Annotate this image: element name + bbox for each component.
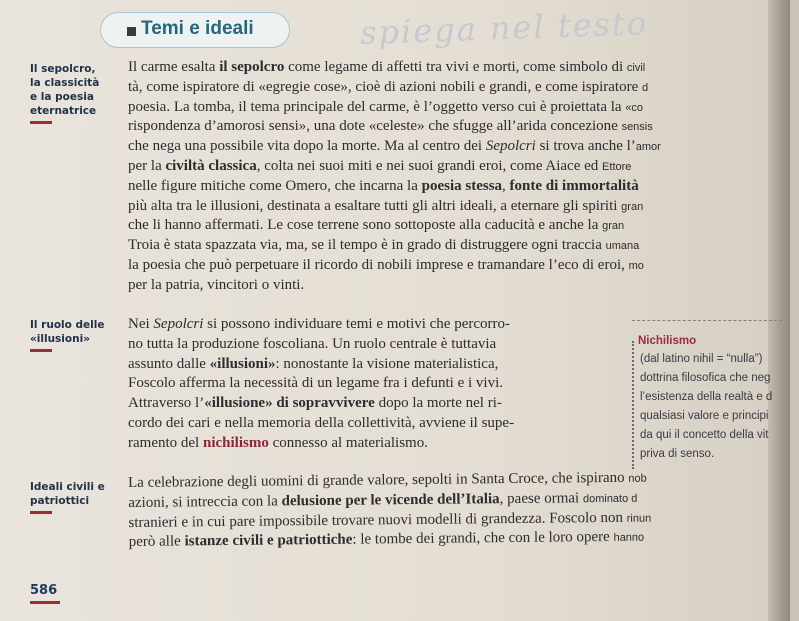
text-line: [128, 117, 661, 137]
margin-note-line: Il sepolcro,: [30, 63, 96, 75]
text-line: [128, 98, 661, 118]
glossary-line: dottrina filosofica che neg: [640, 372, 771, 384]
highlighted-term: nichilismo: [202, 434, 269, 451]
truncated-word: gran: [602, 220, 625, 233]
truncated-word: mo: [628, 259, 644, 272]
text-line: [128, 355, 514, 375]
text-run: poesia. La tomba, il tema principale del carme, è l’oggetto verso cui è proiettata la: [128, 98, 626, 115]
bold-text: civiltà classica: [165, 157, 257, 174]
truncated-word: hanno: [613, 531, 645, 545]
glossary-box-nichilismo: [632, 320, 782, 468]
text-line: [128, 216, 661, 236]
text-run: La celebrazione degli uomini di grande valore, sepolti in Santa Croce, che ispirano: [128, 469, 629, 491]
margin-note-line: eternatrice: [30, 105, 97, 117]
bold-text: delusione per le vicende dell’Italia: [281, 490, 500, 510]
paragraph-sepolcro: [128, 58, 661, 296]
bold-text: istanze civili e patriottiche: [184, 532, 353, 550]
margin-note-ideali: [30, 480, 105, 514]
text-run: Il carme esalta: [128, 59, 220, 75]
margin-note-rule: [30, 349, 52, 352]
text-run: cordo dei cari e nella memoria della collettività, avviene il supe-: [128, 414, 515, 431]
section-title: Temi e ideali: [141, 18, 254, 39]
glossary-line: l’esistenza della realtà e d: [640, 391, 773, 403]
text-run: Foscolo afferma la necessità di un legame fra i defunti e i vivi.: [128, 375, 504, 392]
truncated-word: d: [641, 81, 649, 94]
glossary-dotted-rule: [632, 341, 634, 469]
bold-text: «illusioni»: [209, 355, 276, 372]
text-line: [128, 276, 661, 296]
text-run: rispondenza d’amorosi sensi», una dote «celeste» che sfugge all’arida concezione: [128, 118, 622, 135]
text-run: come legame di affetti tra vivi e morti, come simbolo di: [284, 59, 627, 75]
text-line: [128, 177, 661, 197]
glossary-title: Nichilismo: [638, 335, 697, 347]
truncated-word: Ettore: [602, 160, 632, 173]
text-run: Attraverso l’: [128, 395, 205, 412]
text-line: [128, 434, 514, 454]
text-line: [128, 414, 514, 434]
text-line: [129, 528, 652, 553]
text-run: che li hanno affermati. Le cose terrene sono sottoposte alla caducità e anche la: [128, 217, 603, 234]
text-run: azioni, si intreccia con la: [128, 493, 282, 511]
glossary-line: da qui il concetto della vit: [640, 429, 769, 441]
text-run: stranieri e in cui pare impossibile trovare nuovi modelli di grandezza. Foscolo non: [128, 509, 627, 531]
text-line: [128, 315, 514, 335]
text-run: la poesia che può perpetuare il ricordo di nobili imprese e tramandare l’eco di eroi,: [128, 256, 629, 273]
text-run: dopo la morte nel ri-: [374, 395, 502, 412]
text-run: che nega una possibile vita dopo la morte. Ma al centro dei: [128, 138, 486, 155]
handwritten-note: spiega nel testo: [359, 3, 649, 53]
truncated-word: civil: [626, 62, 646, 74]
text-line: [128, 256, 661, 276]
text-line: [128, 58, 661, 78]
text-run: più alta tra le illusioni, destinata a esaltare tutti gli altri ideali, a eternare gli spiriti: [128, 197, 622, 214]
text-run: nelle figure mitiche come Omero, che incarna la: [128, 177, 422, 194]
text-run: Nei: [128, 316, 154, 332]
italic-text: Sepolcri: [153, 316, 204, 332]
text-line: [128, 335, 514, 355]
text-run: per la: [128, 157, 166, 174]
truncated-word: amor: [635, 141, 661, 154]
margin-note-line: la classicità: [30, 77, 100, 89]
text-run: per la patria, vincitori o vinti.: [128, 276, 305, 293]
text-run: , colta nei suoi miti e nei suoi grandi eroi, come Aiace ed: [256, 157, 603, 174]
text-run: tà, come ispiratore di «egregie cose», cioè di azioni nobili e grandi, e come ispiratore: [128, 78, 642, 95]
text-line: [128, 197, 661, 217]
text-run: si trova anche l’: [535, 138, 636, 155]
text-line: [128, 394, 514, 414]
truncated-word: rinun: [626, 512, 652, 525]
margin-note-rule: [30, 511, 52, 514]
text-line: [128, 157, 661, 177]
text-line: [128, 78, 661, 98]
text-run: ,: [502, 177, 510, 194]
glossary-line: (dal latino nihil = “nulla”): [640, 353, 763, 365]
glossary-line: qualsiasi valore e principi: [640, 410, 769, 422]
paragraph-illusioni: [128, 315, 514, 454]
margin-note-illusioni: [30, 318, 104, 352]
glossary-line: priva di senso.: [640, 448, 715, 460]
bold-text: «illusione» di sopravvivere: [204, 395, 375, 412]
page-number-rule: [30, 601, 60, 604]
paragraph-ideali: [128, 469, 651, 554]
margin-note-rule: [30, 121, 52, 124]
text-run: : nonostante la visione materialistica,: [275, 355, 499, 372]
truncated-word: umana: [605, 240, 640, 253]
truncated-word: gran: [621, 200, 644, 213]
text-line: [128, 236, 661, 256]
italic-text: Sepolcri: [485, 138, 536, 155]
margin-note-line: «illusioni»: [30, 333, 90, 345]
text-run: : le tombe dei grandi, che con le loro opere: [352, 529, 614, 549]
text-run: assunto dalle: [128, 355, 210, 372]
truncated-word: dominato d: [582, 492, 638, 506]
truncated-word: sensis: [621, 121, 653, 134]
bold-text: poesia stessa: [421, 177, 503, 194]
margin-note-line: Il ruolo delle: [30, 319, 105, 331]
text-line: [128, 137, 661, 157]
margin-note-line: Ideali civili e: [30, 481, 105, 493]
text-line: [128, 374, 514, 394]
text-run: , paese ormai: [499, 490, 584, 507]
page-number: 586: [30, 583, 58, 598]
bold-text: il sepolcro: [219, 59, 285, 75]
margin-note-line: patriottici: [30, 495, 90, 507]
truncated-word: nob: [628, 472, 647, 485]
text-run: si possono individuare temi e motivi che percorro-: [203, 316, 511, 332]
text-run: connesso al materialismo.: [268, 434, 428, 451]
margin-note-line: e la poesia: [30, 91, 94, 103]
text-run: Troia è stata spazzata via, ma, se il tempo è in grado di distruggere ogni traccia: [128, 237, 606, 254]
text-run: ramento del: [128, 434, 203, 451]
margin-note-sepolcro: [30, 62, 99, 124]
book-spine: [768, 0, 790, 621]
header-bullet-icon: [127, 27, 136, 36]
text-run: no tutta la produzione foscoliana. Un ruolo centrale è tuttavia: [128, 335, 497, 352]
truncated-word: «co: [625, 101, 644, 114]
text-run: però alle: [128, 533, 185, 551]
bold-text: fonte di immortalità: [509, 177, 639, 194]
